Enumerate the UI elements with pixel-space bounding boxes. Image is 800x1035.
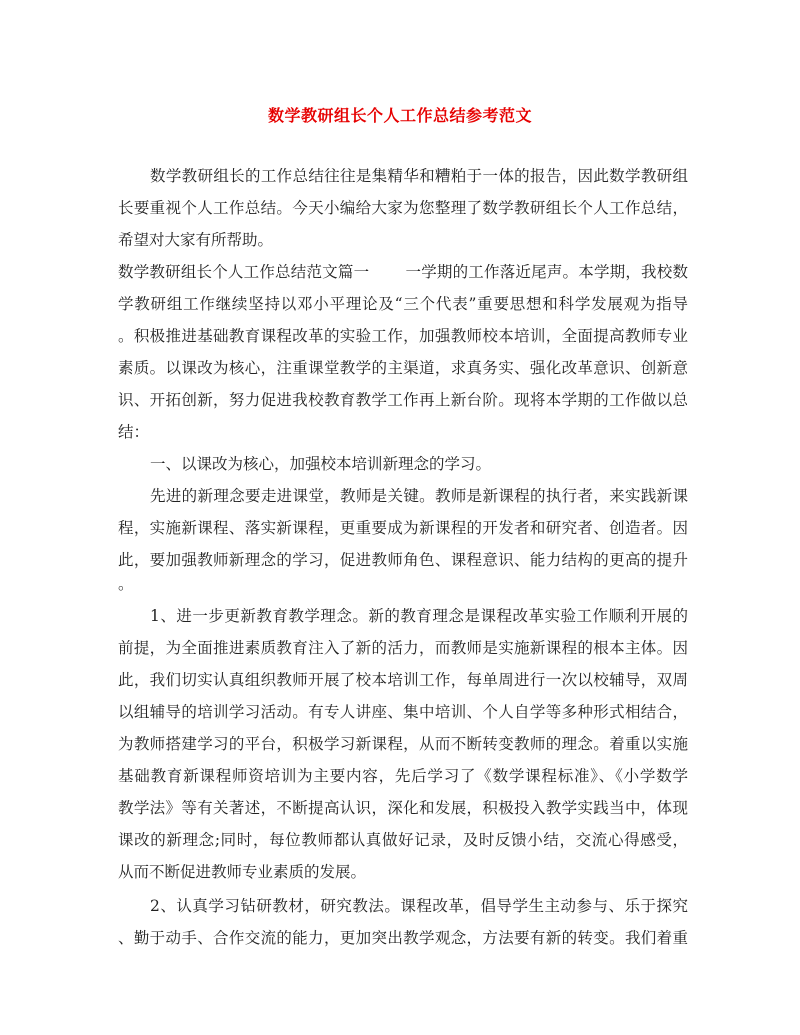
paragraph-text: 一学期的工作落近尾声。本学期，我校数 bbox=[405, 263, 688, 281]
paragraph-line: 。积极推进基础教育课程改革的实验工作，加强教师校本培训，全面提高教师专业 bbox=[118, 327, 688, 345]
section-heading: 数学教研组长个人工作总结范文篇一 bbox=[118, 263, 370, 281]
paragraph-line: 前提，为全面推进素质教育注入了新的活力，而教师是实施新课程的根本主体。因 bbox=[118, 639, 688, 657]
paragraph-line: 课改的新理念;同时，每位教师都认真做好记录，及时反馈小结，交流心得感受， bbox=[118, 831, 688, 849]
paragraph-line: 为教师搭建学习的平台，积极学习新课程，从而不断转变教师的理念。着重以实施 bbox=[118, 735, 688, 753]
paragraph-line: 识、开拓创新，努力促进我校教育教学工作再上新台阶。现将本学期的工作做以总 bbox=[118, 391, 688, 409]
paragraph-line: 2、认真学习钻研教材，研究教法。课程改革，倡导学生主动参与、乐于探究 bbox=[150, 897, 688, 915]
paragraph-line: 、勤于动手、合作交流的能力，更加突出教学观念，方法要有新的转变。我们着重 bbox=[118, 929, 688, 947]
paragraph-line: 先进的新理念要走进课堂，教师是关键。教师是新课程的执行者，来实践新课 bbox=[150, 487, 688, 505]
paragraph-line: 结： bbox=[118, 423, 150, 441]
paragraph-line: 长要重视个人工作总结。今天小编给大家为您整理了数学教研组长个人工作总结， bbox=[118, 199, 688, 217]
paragraph-line: 1、进一步更新教育教学理念。新的教育理念是课程改革实验工作顺利开展的 bbox=[150, 607, 688, 625]
paragraph-line: 程，实施新课程、落实新课程，更重要成为新课程的开发者和研究者、创造者。因 bbox=[118, 519, 688, 537]
paragraph-line: 素质。以课改为核心，注重课堂教学的主渠道，求真务实、强化改革意识、创新意 bbox=[118, 359, 688, 377]
paragraph-line: 以组辅导的培训学习活动。有专人讲座、集中培训、个人自学等多种形式相结合， bbox=[118, 703, 688, 721]
paragraph-line: 基础教育新课程师资培训为主要内容，先后学习了《数学课程标准》、《小学数学 bbox=[118, 767, 688, 785]
paragraph-line: 教学法》等有关著述，不断提高认识，深化和发展，积极投入教学实践当中，体现 bbox=[118, 799, 688, 817]
paragraph-line bbox=[118, 262, 688, 282]
paragraph-line: 从而不断促进教师专业素质的发展。 bbox=[118, 863, 367, 881]
paragraph-line: 。 bbox=[118, 575, 134, 593]
paragraph-line: 此，我们切实认真组织教师开展了校本培训工作，每单周进行一次以校辅导，双周 bbox=[118, 671, 688, 689]
paragraph-line: 此，要加强教师新理念的学习，促进教师角色、课程意识、能力结构的更高的提升 bbox=[118, 551, 688, 569]
section-heading: 一、以课改为核心，加强校本培训新理念的学习。 bbox=[150, 455, 492, 473]
paragraph-line: 学教研组工作继续坚持以邓小平理论及“三个代表”重要思想和科学发展观为指导 bbox=[118, 295, 688, 313]
paragraph-line: 希望对大家有所帮助。 bbox=[118, 231, 274, 249]
paragraph-line: 数学教研组长的工作总结往往是集精华和糟粕于一体的报告，因此数学教研组 bbox=[150, 167, 688, 185]
document-title: 数学教研组长个人工作总结参考范文 bbox=[267, 106, 532, 125]
